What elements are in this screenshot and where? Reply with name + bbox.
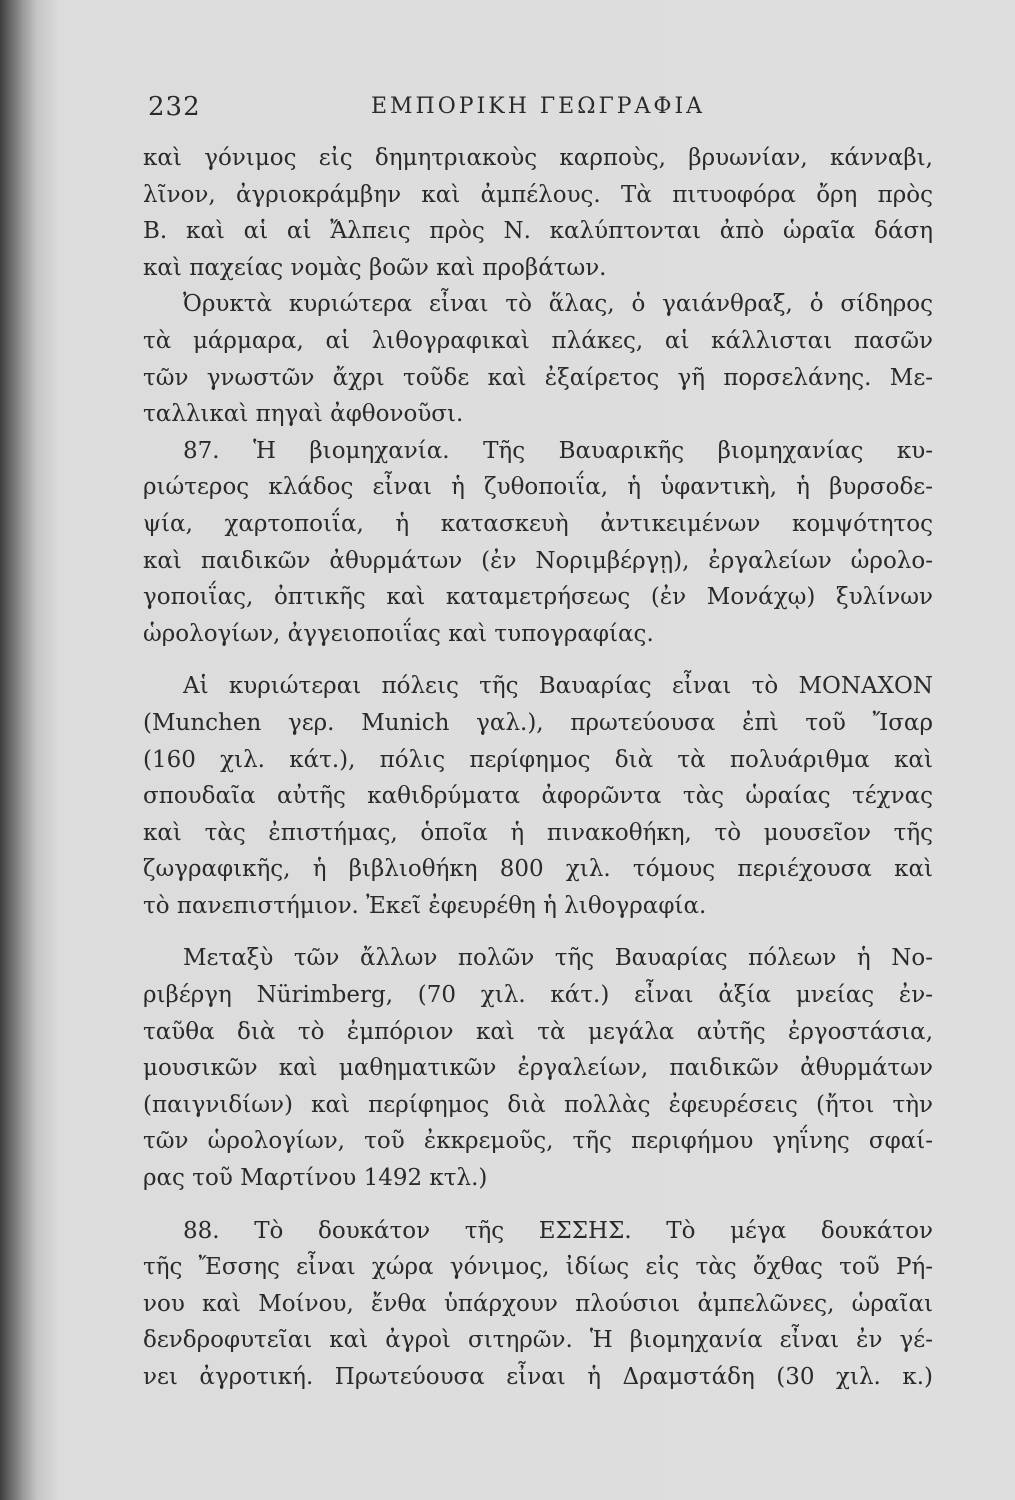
text-line: καὶ παχείας νομὰς βοῶν καὶ προβάτων. (143, 254, 607, 281)
text-line: καὶ τὰς ἐπιστήμας, ὁποῖα ἡ πινακοθήκη, τὸ μουσεῖον τῆς (143, 819, 933, 846)
page-number: 232 (148, 92, 201, 122)
text-line: Μεταξὺ τῶν ἄλλων πολῶν τῆς Βαυαρίας πόλεων ἡ Νο- (183, 945, 933, 972)
text-line: (160 χιλ. κάτ.), πόλις περίφημος διὰ τὰ πολυάριθμα καὶ (143, 746, 933, 773)
text-line: γοποιΐας, ὀπτικῆς καὶ καταμετρήσεως (ἐν Μονάχῳ) ξυλίνων (143, 584, 933, 611)
section-heading-line: 87. Ἡ βιομηχανία. Τῆς Βαυαρικῆς βιομηχανίας κυ- (183, 437, 933, 464)
text-line: νου καὶ Μοίνου, ἔνθα ὑπάρχουν πλούσιοι ἀμπελῶνες, ὡραῖαι (143, 1290, 933, 1317)
book-fold-shadow (0, 0, 60, 1500)
text-line: καὶ γόνιμος εἰς δημητριακοὺς καρποὺς, βρυωνίαν, κάνναβι, (143, 145, 933, 171)
text-line: ταλλικαὶ πηγαὶ ἀφθονοῦσι. (143, 401, 464, 428)
text-line: τὸ πανεπιστήμιον. Ἐκεῖ ἐφευρέθη ἡ λιθογραφία. (143, 892, 707, 919)
text-line: τῶν γνωστῶν ἄχρι τοῦδε καὶ ἐξαίρετος γῆ πορσελάνης. Με- (143, 364, 933, 391)
text-line: μουσικῶν καὶ μαθηματικῶν ἐργαλείων, παιδικῶν ἀθυρμάτων (143, 1055, 933, 1082)
section-heading-line: 88. Τὸ δουκάτον τῆς ΕΣΣΗΣ. Τὸ μέγα δουκάτον (183, 1217, 933, 1244)
text-line: σπουδαῖα αὐτῆς καθιδρύματα ἀφορῶντα τὰς ὡραίας τέχνας (143, 783, 933, 810)
paragraph-gap (143, 924, 933, 940)
text-line: ρας τοῦ Μαρτίνου 1492 κτλ.) (143, 1165, 488, 1192)
text-line: ψία, χαρτοποιΐα, ἡ κατασκευὴ ἀντικειμένων κομψότητος (143, 510, 933, 537)
text-line: Β. καὶ αἱ αἱ Ἄλπεις πρὸς Ν. καλύπτονται ἀπὸ ὡραῖα δάση (143, 218, 933, 245)
paragraph-gap (143, 1197, 933, 1213)
text-line: λῖνον, ἀγριοκράμβην καὶ ἀμπέλους. Τὰ πιτυοφόρα ὄρη πρὸς (143, 181, 933, 208)
text-line: νει ἀγροτική. Πρωτεύουσα εἶναι ἡ Δραμστάδη (30 χιλ. κ.) (143, 1364, 933, 1390)
running-title: ΕΜΠΟΡΙΚΗ ΓΕΩΓΡΑΦΙΑ (370, 94, 706, 119)
text-line: τῶν ὡρολογίων, τοῦ ἐκκρεμοῦς, τῆς περιφήμου γηΐνης σφαί- (143, 1128, 933, 1155)
text-line: ὡρολογίων, ἀγγειοποιΐας καὶ τυπογραφίας. (143, 620, 654, 647)
text-line: ριώτερος κλάδος εἶναι ἡ ζυθοποιΐα, ἡ ὑφαντικὴ, ἡ βυρσοδε- (143, 474, 933, 501)
text-line: τὰ μάρμαρα, αἱ λιθογραφικαὶ πλάκες, αἱ κάλλισται πασῶν (143, 327, 933, 354)
text-line: ζωγραφικῆς, ἡ βιβλιοθήκη 800 χιλ. τόμους περιέχουσα καὶ (143, 856, 933, 883)
text-line: (παιγνιδίων) καὶ περίφημος διὰ πολλὰς ἐφευρέσεις (ἤτοι τὴν (143, 1091, 933, 1118)
text-line: τῆς Ἔσσης εἶναι χώρα γόνιμος, ἰδίως εἰς τὰς ὄχθας τοῦ Ρή- (143, 1254, 933, 1281)
text-line: δενδροφυτεῖαι καὶ ἀγροὶ σιτηρῶν. Ἡ βιομηχανία εἶναι ἐν γέ- (143, 1327, 933, 1354)
text-line: Ὀρυκτὰ κυριώτερα εἶναι τὸ ἅλας, ὁ γαιάνθραξ, ὁ σίδηρος (183, 291, 933, 318)
paragraph-gap (143, 652, 933, 668)
text-line: ταῦθα διὰ τὸ ἐμπόριον καὶ τὰ μεγάλα αὐτῆς ἐργοστάσια, (143, 1018, 933, 1045)
page-header (148, 92, 928, 132)
text-line: (Munchen γερ. Munich γαλ.), πρωτεύουσα ἐπὶ τοῦ Ἴσαρ (143, 709, 933, 736)
body-text (143, 140, 933, 1396)
text-line: καὶ παιδικῶν ἀθυρμάτων (ἐν Νοριμβέργῃ), ἐργαλείων ὡρολο- (143, 547, 933, 574)
text-line: ριβέργη Nürimberg, (70 χιλ. κάτ.) εἶναι ἀξία μνείας ἐν- (143, 982, 933, 1009)
text-line: Αἱ κυριώτεραι πόλεις τῆς Βαυαρίας εἶναι τὸ ΜΟΝΑΧΟΝ (183, 673, 933, 700)
